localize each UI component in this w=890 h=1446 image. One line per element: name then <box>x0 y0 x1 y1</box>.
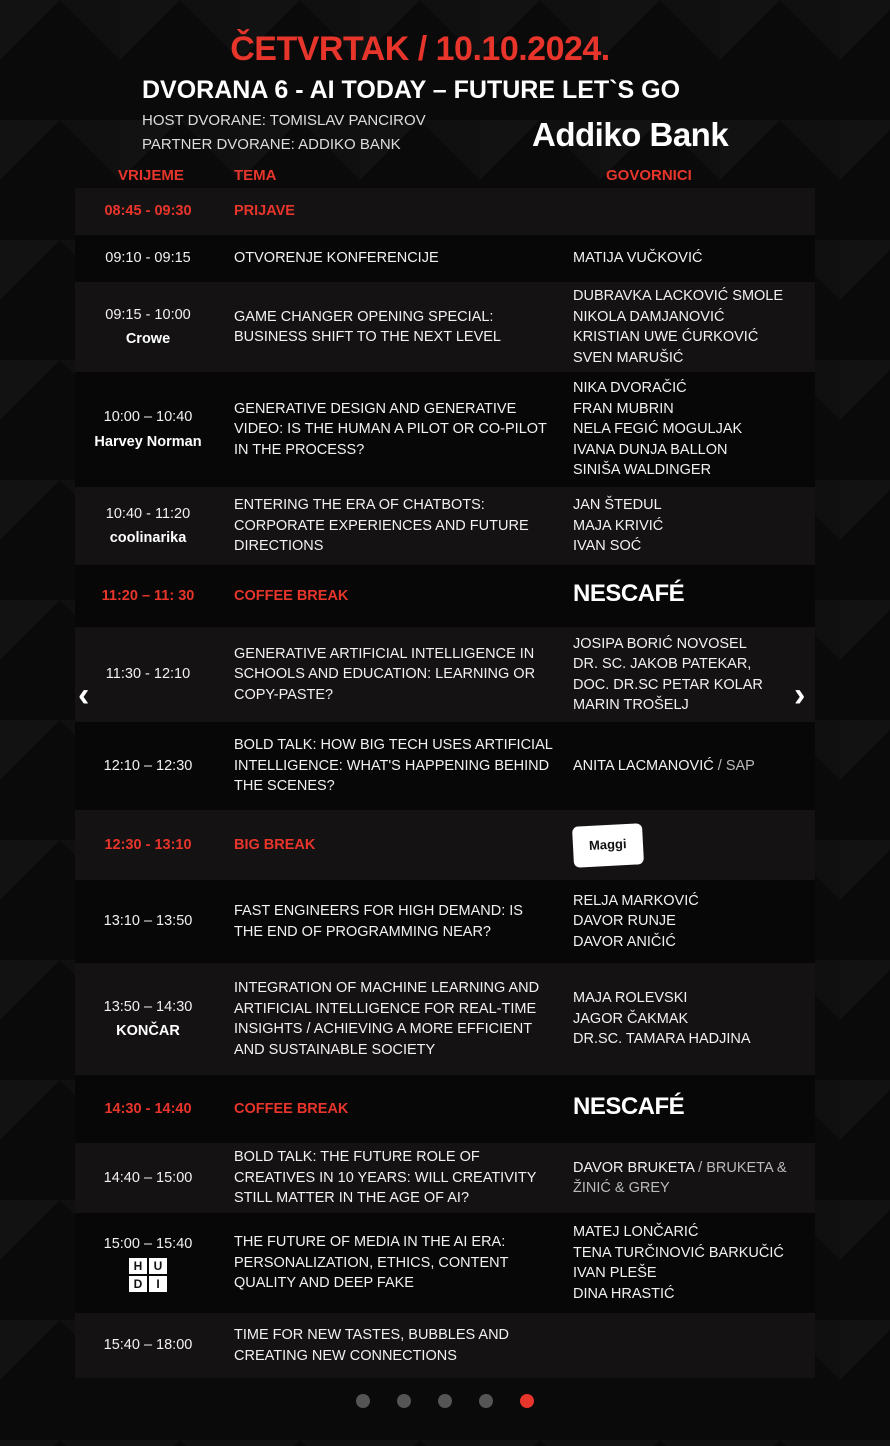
speaker-name <box>573 1263 803 1284</box>
speaker-text: JAN ŠTEDUL <box>573 497 662 514</box>
schedule-row <box>75 235 815 282</box>
sponsor-logo: coolinarika <box>109 530 187 546</box>
schedule-row <box>75 1075 815 1143</box>
time-text: 09:15 - 10:00 <box>105 306 191 323</box>
time-text: 15:40 – 18:00 <box>103 1337 193 1354</box>
time-cell <box>75 756 221 777</box>
speaker-name <box>573 911 803 932</box>
schedule-row <box>75 880 815 963</box>
speaker-name <box>573 348 803 369</box>
topic-text: BOLD TALK: HOW BIG TECH USES ARTIFICIAL INTELLIGENCE: WHAT'S HAPPENING BEHIND THE SCENES? <box>234 737 553 795</box>
time-cell <box>75 305 221 350</box>
column-header-time: VRIJEME <box>118 167 184 184</box>
topic-text: TIME FOR NEW TASTES, BUBBLES AND CREATING NEW CONNECTIONS <box>234 1327 510 1364</box>
hudi-letter: H <box>129 1258 147 1274</box>
speakers-cell <box>573 1158 803 1199</box>
topic-text: FAST ENGINEERS FOR HIGH DEMAND: IS THE END OF PROGRAMMING NEAR? <box>234 903 523 940</box>
topic-text: ENTERING THE ERA OF CHATBOTS: CORPORATE EXPERIENCES AND FUTURE DIRECTIONS <box>234 497 529 555</box>
speaker-name <box>573 1243 803 1264</box>
speaker-text: MAJA KRIVIĆ <box>573 517 664 534</box>
speaker-name <box>573 695 803 716</box>
time-text: 10:40 - 11:20 <box>105 505 191 522</box>
speaker-name <box>573 495 803 516</box>
hudi-letter: I <box>149 1276 167 1292</box>
time-cell <box>75 911 221 932</box>
speaker-name <box>573 1158 803 1199</box>
hall-title: DVORANA 6 - AI TODAY – FUTURE LET`S GO <box>142 76 681 104</box>
speaker-text: IVANA DUNJA BALLON <box>573 441 728 458</box>
schedule-row <box>75 722 815 810</box>
speaker-name <box>573 1222 803 1243</box>
schedule-row <box>75 627 815 722</box>
speaker-text: DAVOR RUNJE <box>573 913 676 930</box>
schedule-row <box>75 487 815 565</box>
speakers-cell <box>573 1222 803 1304</box>
time-cell <box>75 248 221 269</box>
carousel-dot[interactable] <box>356 1394 370 1408</box>
speakers-cell <box>573 891 803 953</box>
time-cell <box>75 407 221 452</box>
speaker-name <box>573 399 803 420</box>
time-text: 10:00 – 10:40 <box>103 409 193 425</box>
time-text: 12:30 - 13:10 <box>104 836 192 853</box>
speakers-cell <box>573 756 803 777</box>
time-cell <box>75 1234 221 1292</box>
speaker-text: DINA HRASTIĆ <box>573 1285 675 1302</box>
speaker-name <box>573 327 803 348</box>
nescafe-logo: NESCAFÉ <box>573 580 685 608</box>
speaker-text: MARIN TROŠELJ <box>573 697 689 713</box>
partner-label: PARTNER DVORANE: ADDIKO BANK <box>142 136 401 153</box>
speaker-text: DAVOR ANIČIĆ <box>573 933 676 950</box>
schedule-row <box>75 372 815 487</box>
time-cell <box>75 504 221 549</box>
time-text: 11:20 – 11: 30 <box>101 587 195 604</box>
hudi-letter: D <box>129 1276 147 1292</box>
topic-text: OTVORENJE KONFERENCIJE <box>234 250 439 267</box>
time-text: 13:50 – 14:30 <box>103 998 193 1015</box>
time-cell <box>75 586 221 607</box>
hudi-logo <box>129 1258 167 1292</box>
speaker-name <box>573 988 803 1009</box>
time-cell <box>75 201 221 222</box>
speaker-text: IVAN PLEŠE <box>573 1265 657 1281</box>
column-header-speakers: GOVORNICI <box>606 167 692 184</box>
speaker-text: DOC. DR.SC PETAR KOLAR <box>573 676 763 693</box>
nescafe-logo: NESCAFÉ <box>573 1093 685 1121</box>
time-cell <box>75 664 221 685</box>
speaker-name <box>573 307 803 328</box>
speaker-name <box>573 1284 803 1305</box>
speaker-name <box>573 756 803 777</box>
prev-arrow-icon[interactable]: ‹ <box>78 676 90 714</box>
sponsor-logo: Harvey Norman <box>94 433 202 450</box>
speaker-name <box>573 286 803 307</box>
speaker-name <box>573 248 803 269</box>
sponsor-logo: KONČAR <box>116 1023 180 1039</box>
time-text: 15:00 – 15:40 <box>103 1236 193 1253</box>
speaker-name <box>573 378 803 399</box>
time-text: 13:10 – 13:50 <box>103 913 193 930</box>
carousel-dot[interactable] <box>397 1394 411 1408</box>
time-text: 14:30 - 14:40 <box>104 1100 192 1117</box>
speaker-text: DR. SC. JAKOB PATEKAR, <box>573 656 752 672</box>
schedule-row <box>75 810 815 880</box>
speakers-cell <box>573 286 803 368</box>
speaker-name <box>573 1029 803 1050</box>
schedule-row <box>75 565 815 627</box>
time-cell <box>75 1335 221 1356</box>
topic-text: GENERATIVE DESIGN AND GENERATIVE VIDEO: IS THE HUMAN A PILOT OR CO-PILOT IN THE PROCESS? <box>234 400 547 458</box>
speakers-cell <box>573 495 803 557</box>
hudi-letter: U <box>149 1258 167 1274</box>
speaker-text: SINIŠA WALDINGER <box>573 462 712 479</box>
carousel-dot[interactable] <box>438 1394 452 1408</box>
brand-cell <box>573 825 803 866</box>
speaker-text: FRAN MUBRIN <box>573 400 674 417</box>
schedule-row <box>75 282 815 372</box>
speaker-name <box>573 932 803 953</box>
next-arrow-icon[interactable]: › <box>794 676 806 714</box>
topic-text: GENERATIVE ARTIFICIAL INTELLIGENCE IN SCHOOLS AND EDUCATION: LEARNING OR COPY-PASTE? <box>234 645 536 703</box>
speaker-text: MAJA ROLEVSKI <box>573 990 688 1007</box>
speakers-cell <box>573 634 806 716</box>
time-text: 09:10 - 09:15 <box>105 250 191 267</box>
speaker-text: DUBRAVKA LACKOVIĆ SMOLE <box>573 288 784 304</box>
speaker-name <box>573 516 803 537</box>
speaker-name <box>573 654 803 675</box>
time-cell <box>75 997 221 1042</box>
speaker-text: KRISTIAN UWE ĆURKOVIĆ <box>573 329 759 345</box>
time-cell <box>75 1168 221 1189</box>
speaker-name <box>573 634 803 655</box>
speaker-text: JAGOR ČAKMAK <box>573 1010 689 1027</box>
addiko-bank-logo: Addiko Bank <box>532 116 729 153</box>
speaker-text: MATIJA VUČKOVIĆ <box>573 250 703 267</box>
speaker-text: TENA TURČINOVIĆ BARKUČIĆ <box>573 1244 784 1261</box>
speaker-name <box>573 440 803 461</box>
brand-cell <box>573 1093 803 1121</box>
speaker-name <box>573 1009 803 1030</box>
date-title: ČETVRTAK / 10.10.2024. <box>230 30 610 68</box>
column-header-topic: TEMA <box>234 167 277 184</box>
speaker-name <box>573 891 803 912</box>
speaker-text: NIKA DVORAČIĆ <box>573 380 687 397</box>
time-text: 08:45 - 09:30 <box>104 203 192 220</box>
schedule-row <box>75 1313 815 1378</box>
speaker-text: DAVOR BRUKETA <box>573 1159 695 1176</box>
speaker-name <box>573 675 803 696</box>
topic-text: COFFEE BREAK <box>234 587 349 604</box>
schedule-row <box>75 1213 815 1313</box>
sponsor-logo: Crowe <box>125 331 171 347</box>
speaker-text: SVEN MARUŠIĆ <box>573 349 684 366</box>
carousel-dot[interactable] <box>520 1394 534 1408</box>
topic-text: PRIJAVE <box>234 203 295 220</box>
brand-cell <box>573 580 803 608</box>
schedule-row <box>75 963 815 1075</box>
time-text: 12:10 – 12:30 <box>103 757 193 774</box>
maggi-logo: Maggi <box>572 823 644 867</box>
topic-text: BIG BREAK <box>234 836 316 853</box>
time-cell <box>75 835 221 856</box>
topic-text: INTEGRATION OF MACHINE LEARNING AND ARTIFICIAL INTELLIGENCE FOR REAL-TIME INSIGHTS / ACHIEVING A MORE EFFICIENT AND SUSTAINABLE SOCIETY <box>234 980 540 1058</box>
schedule-row <box>75 188 815 235</box>
speakers-cell <box>573 248 803 269</box>
speaker-text: NIKOLA DAMJANOVIĆ <box>573 308 725 325</box>
carousel-dots <box>356 1394 534 1408</box>
speaker-name <box>573 419 803 440</box>
topic-text: BOLD TALK: THE FUTURE ROLE OF CREATIVES IN 10 YEARS: WILL CREATIVITY STILL MATTER IN THE AGE OF AI? <box>234 1149 537 1207</box>
carousel-dot[interactable] <box>479 1394 493 1408</box>
speaker-text: JOSIPA BORIĆ NOVOSEL <box>573 635 747 652</box>
speaker-text: DR.SC. TAMARA HADJINA <box>573 1031 751 1048</box>
time-cell <box>75 1099 221 1120</box>
schedule-table <box>75 188 815 1378</box>
speaker-text: ANITA LACMANOVIĆ <box>573 757 714 774</box>
topic-text: COFFEE BREAK <box>234 1100 349 1117</box>
speaker-text: RELJA MARKOVIĆ <box>573 892 699 909</box>
speaker-org: / BRUKETA & ŽINIĆ & GREY <box>573 1159 787 1196</box>
speaker-text: MATEJ LONČARIĆ <box>573 1224 699 1240</box>
speaker-name <box>573 536 803 557</box>
schedule-row <box>75 1143 815 1213</box>
host-label: HOST DVORANE: TOMISLAV PANCIROV <box>142 112 426 129</box>
speaker-name <box>573 460 803 481</box>
speaker-org: / SAP <box>713 757 755 774</box>
speakers-cell <box>573 988 803 1050</box>
speaker-text: IVAN SOĆ <box>573 538 642 555</box>
speaker-text: NELA FEGIĆ MOGULJAK <box>573 421 743 438</box>
topic-text: THE FUTURE OF MEDIA IN THE AI ERA: PERSONALIZATION, ETHICS, CONTENT QUALITY AND DEEP FAKE <box>234 1234 509 1292</box>
speakers-cell <box>573 378 803 481</box>
time-text: 14:40 – 15:00 <box>103 1169 193 1186</box>
topic-text: GAME CHANGER OPENING SPECIAL: BUSINESS SHIFT TO THE NEXT LEVEL <box>234 308 501 345</box>
time-text: 11:30 - 12:10 <box>105 666 191 683</box>
